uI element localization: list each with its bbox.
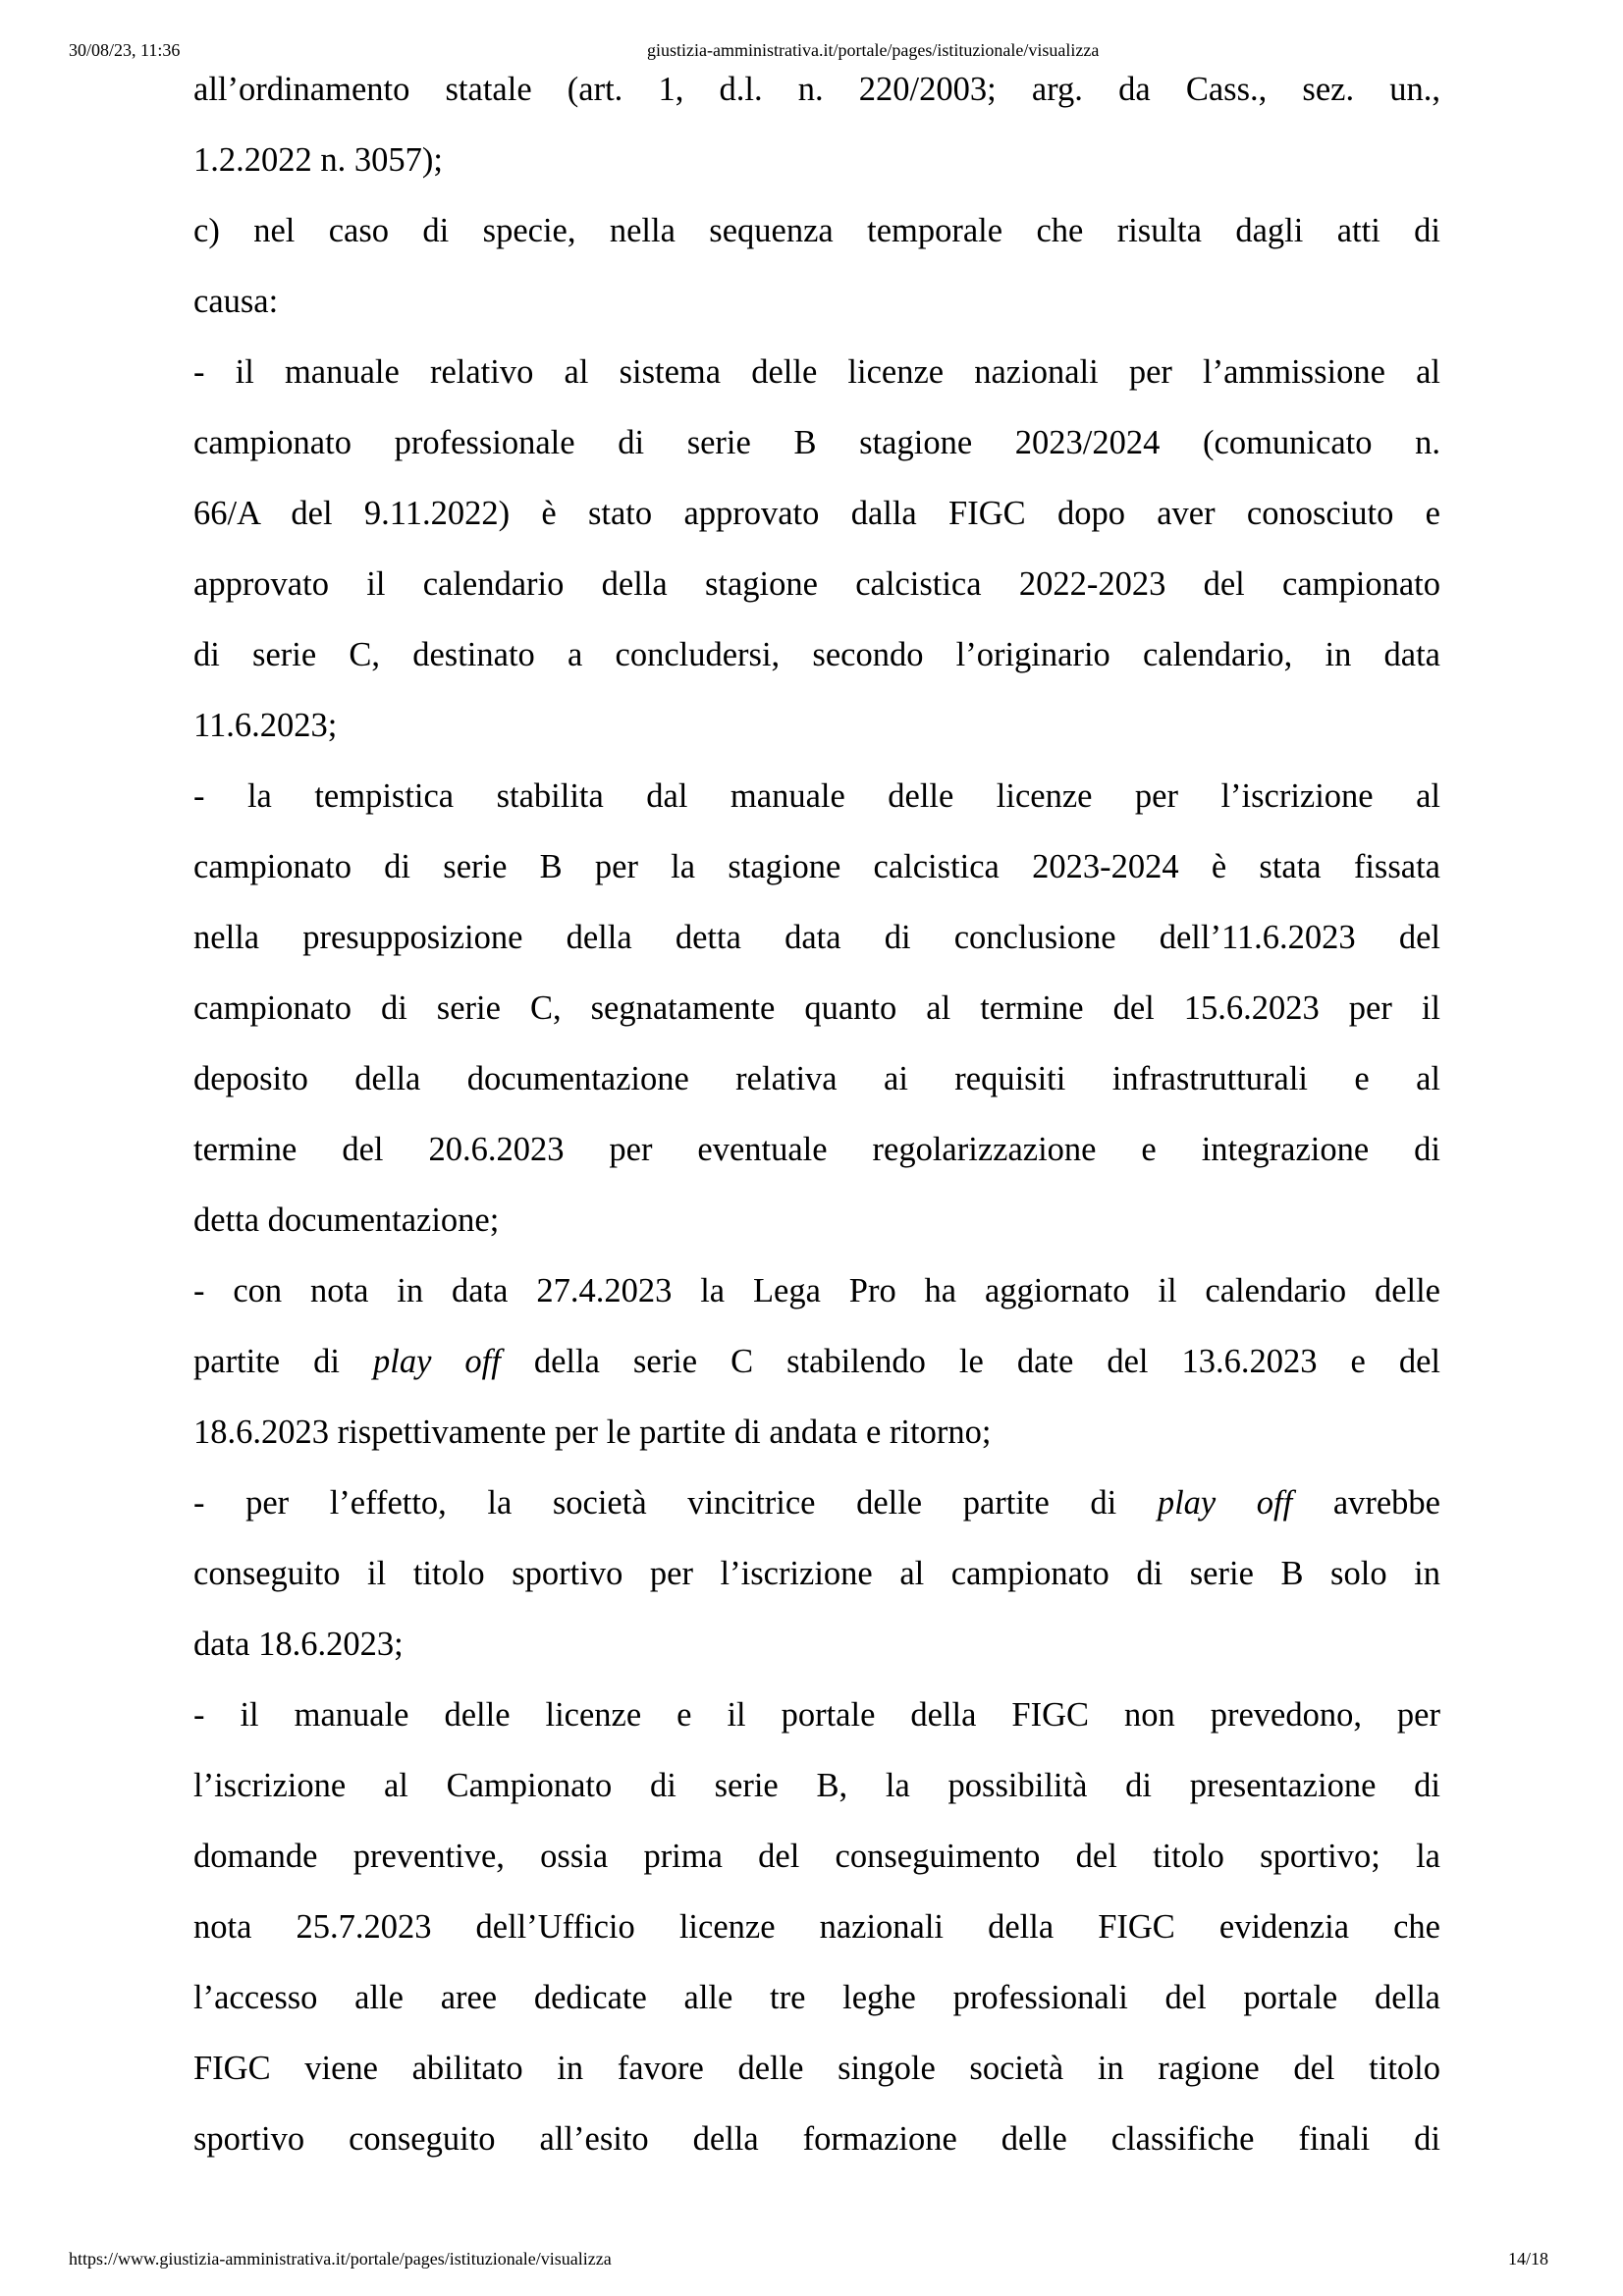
text-segment: partite di <box>193 1343 373 1380</box>
text-line: conseguito il titolo sportivo per l’iscrizione al campionato di serie B solo in <box>193 1555 1440 1592</box>
document-body <box>193 54 1440 2174</box>
print-header-datetime: 30/08/23, 11:36 <box>69 40 181 60</box>
text-line: l’iscrizione al Campionato di serie B, la possibilità di presentazione di <box>193 1767 1440 1804</box>
text-segment: della serie C stabilendo le date del 13.6.2023 e del <box>500 1343 1440 1380</box>
text-line: data 18.6.2023; <box>193 1626 404 1663</box>
text-segment: avrebbe <box>1292 1484 1440 1522</box>
text-line: 66/A del 9.11.2022) è stato approvato dalla FIGC dopo aver conosciuto e <box>193 495 1440 532</box>
text-line: detta documentazione; <box>193 1201 500 1239</box>
text-line: 1.2.2022 n. 3057); <box>193 141 443 179</box>
text-line: FIGC viene abilitato in favore delle singole società in ragione del titolo <box>193 2050 1440 2087</box>
italic-term: play off <box>1157 1484 1293 1522</box>
print-header-title: giustizia-amministrativa.it/portale/pages/istituzionale/visualizza <box>647 40 1100 60</box>
text-line: sportivo conseguito all’esito della formazione delle classifiche finali di <box>193 2120 1440 2158</box>
text-line: di serie C, destinato a concludersi, secondo l’originario calendario, in data <box>193 636 1440 673</box>
text-line: - il manuale delle licenze e il portale della FIGC non prevedono, per <box>193 1696 1440 1734</box>
paragraph <box>193 1680 1440 2174</box>
text-line: deposito della documentazione relativa ai requisiti infrastrutturali e al <box>193 1060 1440 1097</box>
text-line: - il manuale relativo al sistema delle licenze nazionali per l’ammissione al <box>193 353 1440 391</box>
text-line: all’ordinamento statale (art. 1, d.l. n. 220/2003; arg. da Cass., sez. un., <box>193 71 1440 108</box>
text-line: campionato professionale di serie B stagione 2023/2024 (comunicato n. <box>193 424 1440 461</box>
text-line: 18.6.2023 rispettivamente per le partite di andata e ritorno; <box>193 1414 992 1451</box>
text-line: termine del 20.6.2023 per eventuale regolarizzazione e integrazione di <box>193 1131 1440 1168</box>
paragraph <box>193 761 1440 1255</box>
text-line: nella presupposizione della detta data di conclusione dell’11.6.2023 del <box>193 919 1440 956</box>
text-line: 11.6.2023; <box>193 707 338 744</box>
text-line: campionato di serie C, segnatamente quanto al termine del 15.6.2023 per il <box>193 989 1440 1027</box>
print-footer-url: https://www.giustizia-amministrativa.it/portale/pages/istituzionale/visualizza <box>69 2249 612 2269</box>
text-segment: - per l’effetto, la società vincitrice delle partite di <box>193 1484 1158 1522</box>
text-line: domande preventive, ossia prima del conseguimento del titolo sportivo; la <box>193 1838 1440 1875</box>
text-line: causa: <box>193 283 279 320</box>
text-line-with-emphasis <box>193 1468 1440 1538</box>
text-line: l’accesso alle aree dedicate alle tre leghe professionali del portale della <box>193 1979 1440 2016</box>
text-line: - con nota in data 27.4.2023 la Lega Pro ha aggiornato il calendario delle <box>193 1272 1440 1309</box>
italic-term: play off <box>373 1343 501 1380</box>
paragraph <box>193 1468 1440 1680</box>
text-line: campionato di serie B per la stagione calcistica 2023-2024 è stata fissata <box>193 848 1440 885</box>
text-line: c) nel caso di specie, nella sequenza temporale che risulta dagli atti di <box>193 212 1440 249</box>
paragraph <box>193 337 1440 761</box>
page-number: 14/18 <box>1508 2249 1549 2269</box>
paragraph <box>193 1255 1440 1468</box>
paragraph <box>193 195 1440 337</box>
text-line: nota 25.7.2023 dell’Ufficio licenze nazionali della FIGC evidenzia che <box>193 1908 1440 1946</box>
text-line-with-emphasis <box>193 1326 1440 1397</box>
text-line: approvato il calendario della stagione calcistica 2022-2023 del campionato <box>193 565 1440 603</box>
paragraph <box>193 54 1440 195</box>
text-line: - la tempistica stabilita dal manuale delle licenze per l’iscrizione al <box>193 777 1440 815</box>
